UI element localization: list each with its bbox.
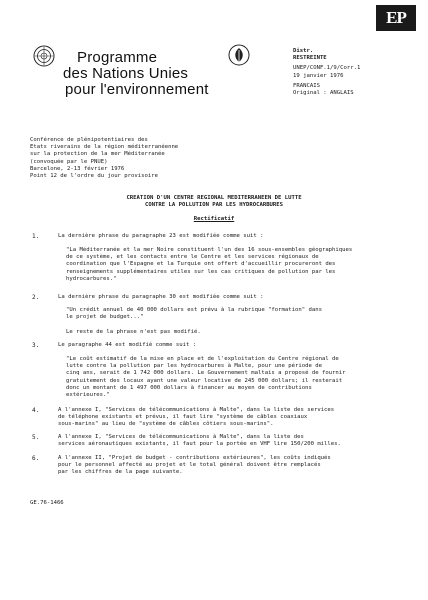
- quote-line: "Un crédit annuel de 40 000 dollars est prévu à la rubrique "formation" dans: [66, 307, 322, 313]
- quote-line: hydrocarbures.": [66, 275, 117, 282]
- item-number: 4.: [32, 407, 40, 414]
- item-quote: [66, 356, 346, 399]
- item-line: services aéronautiques existants, il faut pour la portée en VHF lire 150/200 milles.: [58, 441, 341, 448]
- item-text: [58, 455, 331, 477]
- quote-line: "La Méditerranée et la mer Noire constituent l'un des 16 sous-ensembles géographiques: [66, 247, 353, 253]
- org-line-1: Programme: [77, 49, 158, 66]
- org-line-2: des Nations Unies: [63, 65, 189, 82]
- quote-line: coordination que l'Espagne et la Turquie ont offert d'accueillir procureront des: [66, 261, 336, 268]
- unep-emblem-icon: [228, 44, 250, 66]
- document-code: GE.76-1466: [30, 500, 64, 506]
- org-line-3: pour l'environnement: [65, 81, 209, 98]
- meta-symbol: UNEP/CONF.1/9/Corr.1: [293, 65, 361, 72]
- quote-line: extérieures.": [66, 392, 110, 399]
- conference-line: (convoquée par le PNUE): [30, 158, 108, 165]
- item-line: A l'annexe I, "Services de télécommunications à Malte", dans la liste des: [58, 434, 304, 440]
- document-meta: [293, 48, 360, 97]
- quote-line: gratuitement des locaux ayant une valeur locative de 245 000 dollars; il resterait: [66, 377, 343, 384]
- meta-original: Original : ANGLAIS: [293, 90, 354, 97]
- item-text: [58, 407, 334, 429]
- item-line: pour le personnel affecté au projet et le total général doivent être remplacés: [58, 462, 321, 469]
- quote-line: donc un montant de 1 497 000 dollars à financer au moyen de contributions: [66, 384, 312, 391]
- meta-restreinte: RESTREINTE: [293, 55, 327, 62]
- title-line: CREATION D'UN CENTRE REGIONAL MEDITERRANEEN DE LUTTE: [126, 195, 302, 201]
- item-number: 5.: [32, 434, 40, 441]
- quote-line: le projet de budget...": [66, 314, 144, 321]
- quote-line: de ce système, et les contacts entre le Centre et les services régionaux de: [66, 254, 319, 261]
- quote-line: renseignements supplémentaires utiles sur les cas critiques de pollution par les: [66, 268, 336, 275]
- title-line: CONTRE LA POLLUTION PAR LES HYDROCARBURES: [144, 202, 284, 209]
- conference-line: Barcelone, 2-13 février 1976: [30, 165, 125, 172]
- item-number: 3.: [32, 342, 40, 349]
- item-quote: [66, 247, 352, 283]
- conference-line: Conférence de plénipotentiaires des: [30, 137, 148, 143]
- conference-line: sur la protection de la mer Méditerranée: [30, 151, 165, 158]
- item-number: 1.: [32, 233, 40, 240]
- item-quote: [66, 307, 322, 321]
- org-name: [63, 50, 209, 98]
- item-line: de téléphone existants et prévus, il faut lire "système de câbles coaxiaux: [58, 414, 308, 421]
- item-text: [58, 434, 341, 448]
- document-title: [0, 195, 428, 209]
- meta-distr: Distr.: [293, 48, 314, 54]
- conference-line: Etats riverains de la région méditerranéenne: [30, 144, 179, 151]
- meta-date: 19 janvier 1976: [293, 72, 344, 79]
- item-number: 2.: [32, 294, 40, 301]
- item-line: A l'annexe II, "Projet de budget - contributions extérieures", les coûts indiqués: [58, 455, 331, 461]
- quote-line: lutte contre la pollution par les hydrocarbures à Malte, pour une période de: [66, 363, 322, 370]
- un-emblem-icon: [33, 45, 55, 67]
- item-line: sous-marins" au lieu de "système de câbles côtiers sous-marins".: [58, 421, 274, 428]
- quote-line: "Le coût estimatif de la mise en place et de l'exploitation du Centre régional de: [66, 356, 339, 362]
- conference-line: Point 12 de l'ordre du jour provisoire: [30, 173, 158, 180]
- quote-line: cinq ans, serait de 1 742 000 dollars. Le Gouvernement maltais a proposé de fournir: [66, 370, 346, 377]
- item-note: Le reste de la phrase n'est pas modifié.: [66, 329, 201, 335]
- ep-logo: EP: [376, 5, 416, 31]
- subtitle: Rectificatif: [193, 216, 235, 222]
- item-intro: Le paragraphe 44 est modifié comme suit :: [58, 342, 197, 348]
- item-line: par les chiffres de la page suivante.: [58, 469, 183, 476]
- item-intro: La dernière phrase du paragraphe 30 est modifiée comme suit :: [58, 294, 264, 300]
- item-line: A l'annexe I, "Services de télécommunications à Malte", dans la liste des services: [58, 407, 335, 413]
- item-number: 6.: [32, 455, 40, 462]
- item-intro: La dernière phrase du paragraphe 23 est modifiée comme suit :: [58, 233, 264, 239]
- conference-block: [30, 137, 178, 180]
- meta-language: FRANCAIS: [293, 82, 320, 89]
